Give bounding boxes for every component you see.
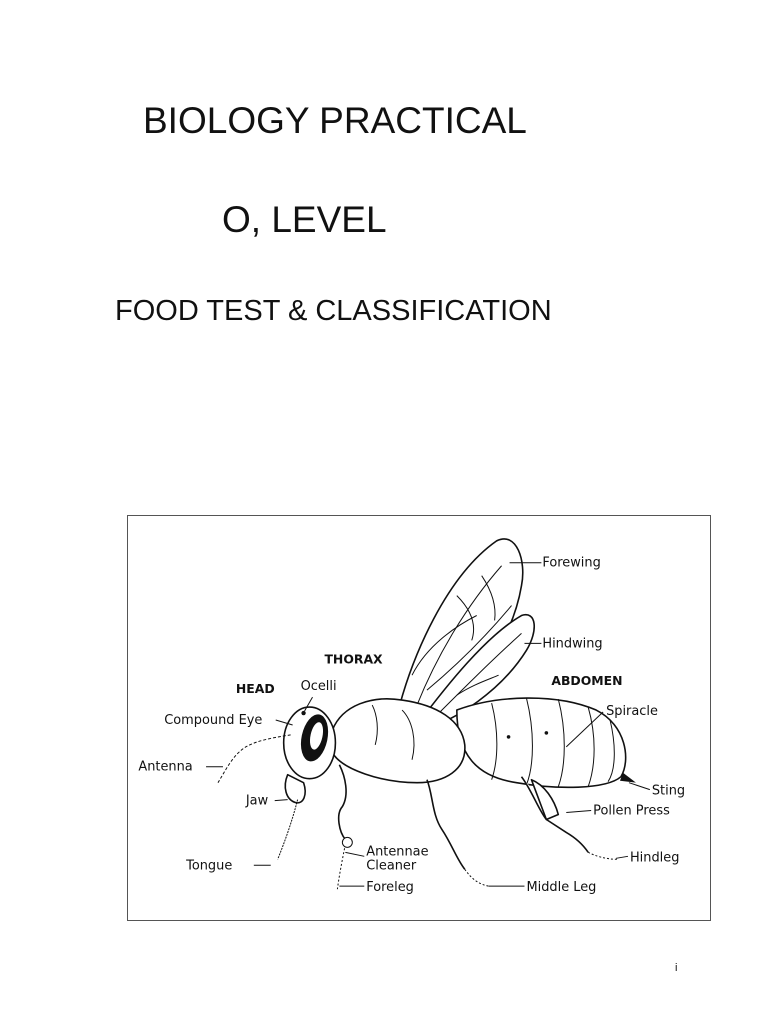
abdomen-label: ABDOMEN <box>551 673 623 689</box>
thorax-label: THORAX <box>324 651 383 667</box>
hindwing-label: Hindwing <box>542 636 603 652</box>
abdomen-shape <box>457 698 626 787</box>
antennae-cleaner-label-2: Cleaner <box>366 858 417 874</box>
hindleg-label: Hindleg <box>629 850 680 866</box>
antenna-shape <box>218 735 291 783</box>
foreleg-label: Foreleg <box>366 880 414 896</box>
jaw-label: Jaw <box>245 793 269 809</box>
forewing-label: Forewing <box>542 555 601 571</box>
tongue-shape <box>278 800 298 860</box>
bee-diagram <box>127 515 711 921</box>
head-label: HEAD <box>235 681 275 697</box>
ocelli-label: Ocelli <box>300 679 337 695</box>
middle-leg-label: Middle Leg <box>526 880 597 896</box>
tongue-label: Tongue <box>186 858 233 874</box>
title-line-1: BIOLOGY PRACTICAL <box>143 100 527 141</box>
sting-label: Sting <box>651 783 686 799</box>
bee-illustration <box>128 516 710 920</box>
page-number: i <box>675 962 678 974</box>
antennae-cleaner-label-1: Antennae <box>366 844 429 860</box>
title-line-2: O, LEVEL <box>222 199 387 240</box>
pollen-press-label: Pollen Press <box>593 803 670 819</box>
compound-eye-label: Compound Eye <box>164 712 263 728</box>
subtitle: FOOD TEST & CLASSIFICATION <box>115 295 552 327</box>
spiracle-label: Spiracle <box>606 704 658 720</box>
antenna-label: Antenna <box>138 759 193 775</box>
